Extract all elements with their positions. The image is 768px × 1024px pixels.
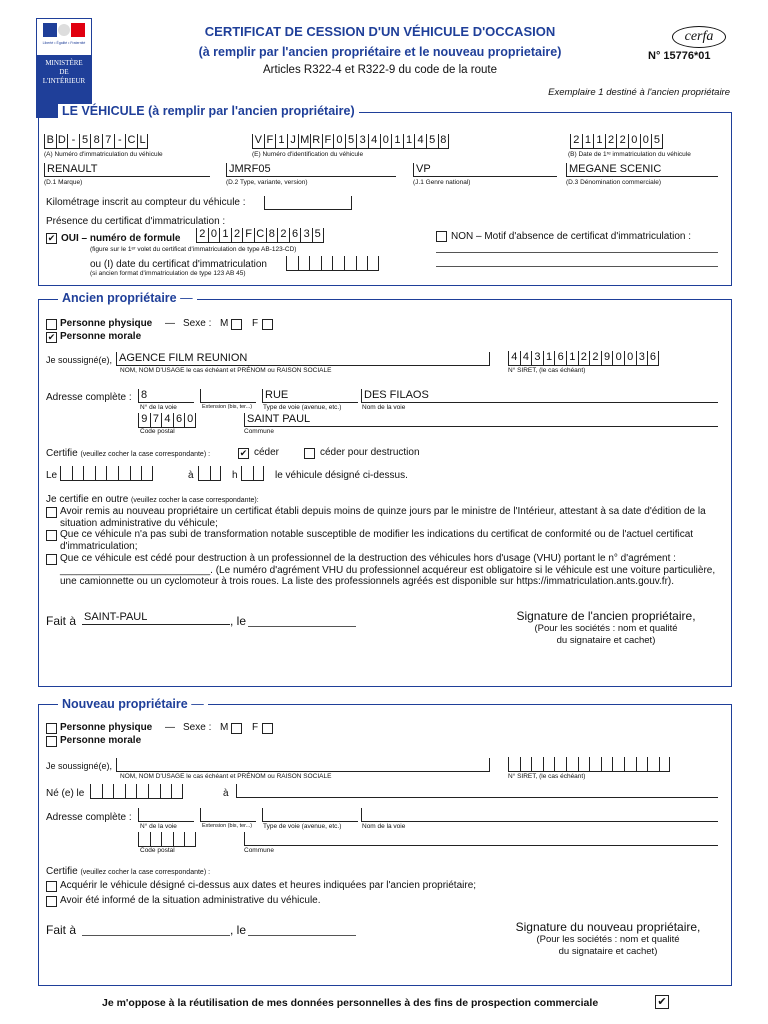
ancien-le: Le [46,470,58,481]
date-certif-note: (si ancien format d'immatriculation de type 123 AB 45) [90,270,246,277]
char-box[interactable]: 5 [345,134,357,148]
vehicle-title-text: LE VÉHICULE (à remplir par l'ancien propriétaire) [62,104,355,118]
nouveau-m-label: M [220,722,229,733]
nouveau-commune-field[interactable] [244,832,718,846]
ancien-item2-checkbox[interactable] [46,530,57,541]
char-box[interactable] [102,784,114,798]
char-box[interactable]: F [264,134,276,148]
char-box[interactable]: 3 [356,134,368,148]
ancien-sig-date-line[interactable] [248,626,356,627]
char-box[interactable]: 3 [300,228,312,242]
ancien-ext-label: Extension (bis, ter...) [202,404,253,410]
non-line-1[interactable] [436,252,718,253]
char-box[interactable]: 2 [578,351,590,365]
ancien-certifie [46,448,210,459]
char-box[interactable]: 5 [651,134,663,148]
marque-field[interactable]: RENAULT [44,163,210,177]
nouveau-cp-chars[interactable] [138,832,196,847]
nouveau-sig-title: Signature du nouveau propriétaire, [515,920,701,934]
nouveau-m-checkbox[interactable] [231,723,242,734]
char-box[interactable] [253,466,265,480]
char-box[interactable]: 2 [231,228,243,242]
ancien-morale-checkbox[interactable]: ✔ [47,332,56,342]
ancien-item1-checkbox[interactable] [46,507,57,518]
ancien-certifie-note: (veuillez cocher la case correspondante) : [80,451,211,458]
nouveau-item2-checkbox[interactable] [46,896,57,907]
nouveau-sexe-dash: — [165,722,175,733]
nouveau-commune-label: Commune [244,847,274,854]
char-box[interactable] [150,832,162,846]
char-box[interactable]: L [137,134,149,148]
nouveau-f-label: F [252,722,259,733]
ancien-title-text: Ancien propriétaire [62,291,177,305]
char-box[interactable]: 1 [582,134,594,148]
char-box[interactable]: 1 [275,134,287,148]
char-box[interactable] [601,757,613,771]
ancien-adresse-label: Adresse complète : [46,392,132,403]
type-label: (D.2 Type, variante, version) [226,179,308,186]
nouveau-nom-voie-field[interactable] [361,808,718,822]
nouveau-nom-voie-label: Nom de la voie [362,823,406,830]
ancien-physique-checkbox[interactable] [46,319,57,330]
first-registration-chars[interactable] [570,134,663,149]
char-box[interactable] [241,466,253,480]
char-box[interactable]: 0 [628,134,640,148]
nouveau-type-voie-label: Type de voie (avenue, etc.) [263,823,342,830]
ancien-le-sig: , le [230,614,247,628]
nouveau-num-voie-label: N° de la voie [140,823,177,830]
nouveau-certifie-note: (veuillez cocher la case correspondante) : [80,869,211,876]
republic-motto: Liberté • Égalité • Fraternité [42,41,86,45]
char-box[interactable] [90,784,102,798]
char-box[interactable] [125,784,137,798]
char-box[interactable] [171,784,183,798]
ceder-destruction-checkbox[interactable] [304,448,315,459]
ancien-sig-note-1: (Pour les sociétés : nom et qualité [534,623,678,634]
char-box[interactable] [160,784,172,798]
nouveau-morale-checkbox[interactable] [46,736,57,747]
ancien-fait-lieu-field[interactable]: SAINT-PAUL [82,611,230,625]
nouveau-f-checkbox[interactable] [262,723,273,734]
char-box[interactable] [612,757,624,771]
form-articles: Articles R322-4 et R322-9 du code de la route [263,64,497,76]
date-certif-chars[interactable] [286,256,379,271]
char-box[interactable]: 7 [150,413,162,427]
ancien-siret-chars[interactable] [508,351,659,366]
oppose-label: Je m'oppose à la réutilisation de mes données personnelles à des fins de prospection commerciale [102,997,599,1009]
char-box[interactable] [356,256,368,270]
oui-checkbox[interactable]: ✔ [47,233,56,243]
nouveau-title-text: Nouveau propriétaire [62,697,188,711]
char-box[interactable] [647,757,659,771]
denomination-label: (D.3 Dénomination commerciale) [566,179,662,186]
nouveau-certifie [46,866,210,877]
form-title: CERTIFICAT DE CESSION D'UN VÉHICULE D'OCCASION [204,24,556,39]
nouveau-ne-le: Né (e) le [46,788,85,799]
char-box[interactable] [578,757,590,771]
char-box[interactable] [72,466,84,480]
char-box[interactable]: 2 [196,228,208,242]
non-line-2[interactable] [436,266,718,267]
char-box[interactable] [184,832,196,846]
genre-field[interactable]: VP [413,163,557,177]
char-box[interactable]: 0 [612,351,624,365]
char-box[interactable]: 6 [554,351,566,365]
ancien-nom-voie-field[interactable]: DES FILAOS [361,389,718,403]
char-box[interactable]: 4 [520,351,532,365]
char-box[interactable] [636,757,648,771]
ancien-morale-label: Personne morale [60,331,142,342]
char-box[interactable]: 2 [616,134,628,148]
ministry-line-1: MINISTÈRE [45,59,83,67]
char-box[interactable] [198,466,210,480]
char-box[interactable]: F [242,228,254,242]
nouveau-physique-label: Personne physique [60,722,153,733]
vin-label: (E) Numéro d'identification du véhicule [252,151,364,158]
nouveau-soussigne: Je soussigné(e), [46,761,113,771]
ancien-num-voie-label: N° de la voie [140,404,177,411]
genre-label: (J.1 Genre national) [413,179,471,186]
cession-date-chars[interactable] [60,466,153,481]
nouveau-type-voie-field[interactable] [262,808,358,822]
nouveau-sig-note-1: (Pour les sociétés : nom et qualité [536,934,680,945]
ancien-vehicule-ci: le véhicule désigné ci-dessus. [275,470,408,481]
char-box[interactable]: 1 [543,351,555,365]
nouveau-fait-lieu-line[interactable] [82,935,230,936]
vin-chars[interactable] [252,134,449,149]
ancien-section-title: Ancien propriétaire — [58,291,197,305]
char-box[interactable]: 0 [208,228,220,242]
immat-chars[interactable] [44,134,148,149]
char-box[interactable] [624,757,636,771]
ancien-sexe-label: Sexe : [183,318,212,329]
char-box[interactable]: 8 [438,134,450,148]
ancien-cp-label: Code postal [140,428,175,435]
nouveau-le-sig: , le [230,923,247,937]
ancien-siret-label: N° SIRET, (le cas échéant) [508,367,586,374]
nouveau-siret-label: N° SIRET, (le cas échéant) [508,773,586,780]
ancien-f-label: F [252,318,259,329]
char-box[interactable] [554,757,566,771]
cession-hour-chars[interactable] [198,466,221,481]
ancien-certifie-text: Certifie [46,448,78,459]
ancien-name-label: NOM, NOM D'USAGE le cas échéant et PRÉNOM ou RAISON SOCIALE [120,367,332,374]
char-box[interactable]: 1 [403,134,415,148]
date-certif-label: ou (I) date du certificat d'immatriculation [90,259,267,270]
ancien-m-checkbox[interactable] [231,319,242,330]
char-box[interactable] [531,757,543,771]
ancien-item2: Que ce véhicule n'a pas subi de transformation notable susceptible de modifier les indications du certificat de conformité ou de l'actuel certificat d'immatriculation; [60,529,694,552]
char-box[interactable]: 5 [426,134,438,148]
char-box[interactable]: 2 [570,134,582,148]
char-box[interactable] [106,466,118,480]
nouveau-item1-checkbox[interactable] [46,881,57,892]
char-box[interactable] [141,466,153,480]
nouveau-sig-note-2: du signataire et cachet) [558,946,658,957]
char-box[interactable] [138,832,150,846]
char-box[interactable]: 0 [333,134,345,148]
ancien-type-voie-label: Type de voie (avenue, etc.) [263,404,342,411]
char-box[interactable] [332,256,344,270]
char-box[interactable] [286,256,298,270]
nouveau-cp-label: Code postal [140,847,175,854]
char-box[interactable]: 2 [605,134,617,148]
char-box[interactable]: 4 [414,134,426,148]
ministry-line-2: DE [59,68,69,76]
ceder-destruction-label: céder pour destruction [320,447,420,458]
char-box[interactable]: 6 [647,351,659,365]
ancien-en-outre [46,494,259,505]
char-box[interactable]: 4 [161,413,173,427]
ancien-type-voie-field[interactable]: RUE [262,389,358,403]
ancien-item3: Que ce véhicule est cédé pour destruction à un professionnel de la destruction des véhicules hors d'usage (VHU) portant le n° d'agrément : ___________________________. (Le numéro d'agrément VHU du professionnel acquéreur est obligatoire si le véhicule est une voiture particulière, une camionnette ou un cyclomoteur à trois roues. La liste des professionnels agréés est disponible sur https://immatriculation.ants.gouv.fr). [60,553,716,587]
ancien-name-field[interactable]: AGENCE FILM REUNION [116,352,490,366]
char-box[interactable]: D [56,134,68,148]
char-box[interactable] [210,466,222,480]
nouveau-section-title: Nouveau propriétaire — [58,697,208,711]
char-box[interactable]: 1 [219,228,231,242]
char-box[interactable] [367,256,379,270]
ministry-logo [36,18,92,118]
char-box[interactable]: 8 [90,134,102,148]
char-box[interactable] [148,784,160,798]
char-box[interactable]: 0 [184,413,196,427]
oui-label: OUI – numéro de formule [61,233,181,244]
ancien-ext-field[interactable] [200,389,256,403]
char-box[interactable]: 0 [624,351,636,365]
nouveau-name-field[interactable] [116,758,490,772]
char-box[interactable]: R [310,134,322,148]
ancien-sig-title: Signature de l'ancien propriétaire, [516,609,696,623]
nouveau-birthdate-chars[interactable] [90,784,183,799]
char-box[interactable] [95,466,107,480]
char-box[interactable]: 1 [566,351,578,365]
marianne-flag-icon [43,23,85,37]
nouveau-ext-label: Extension (bis, ter...) [202,823,253,829]
cerfa-logo: cerfa [672,26,726,48]
char-box[interactable] [543,757,555,771]
ancien-a: à [188,470,194,481]
char-box[interactable]: 1 [391,134,403,148]
ceder-checkbox[interactable]: ✔ [239,448,248,458]
ancien-m-label: M [220,318,229,329]
nouveau-physique-checkbox[interactable] [46,723,57,734]
nouveau-adresse-label: Adresse complète : [46,812,132,823]
marque-label: (D.1 Marque) [44,179,83,186]
char-box[interactable]: 9 [601,351,613,365]
char-box[interactable]: C [125,134,137,148]
char-box[interactable]: F [322,134,334,148]
ancien-h: h [232,470,238,481]
char-box[interactable]: 3 [636,351,648,365]
nouveau-item2: Avoir été informé de la situation administrative du véhicule. [60,895,321,906]
exemplaire-note: Exemplaire 1 destiné à l'ancien propriétaire [548,87,730,98]
nouveau-birthplace-field[interactable] [236,784,718,798]
nouveau-ext-field[interactable] [200,808,256,822]
char-box[interactable] [344,256,356,270]
ancien-en-outre-text: Je certifie en outre [46,494,129,505]
char-box[interactable] [298,256,310,270]
char-box[interactable]: 2 [589,351,601,365]
char-box[interactable] [659,757,671,771]
nouveau-item1: Acquérir le véhicule désigné ci-dessus aux dates et heures indiquées par l'ancien propriétaire; [60,880,477,891]
char-box[interactable]: 4 [508,351,520,365]
ceder-label: céder [254,447,280,458]
ancien-fait: Fait à [46,614,77,628]
char-box[interactable]: 2 [277,228,289,242]
ancien-item1: Avoir remis au nouveau propriétaire un certificat établi depuis moins de quinze jours par le ministre de l'Intérieur, attestant à sa date d'édition de la situation administrative du véhicule; [60,506,706,529]
ancien-soussigne: Je soussigné(e), [46,355,113,365]
char-box[interactable]: 8 [266,228,278,242]
nouveau-a: à [223,788,229,799]
char-box[interactable] [173,832,185,846]
nouveau-num-voie-field[interactable] [138,808,194,822]
ancien-commune-label: Commune [244,428,274,435]
nouveau-certifie-text: Certifie [46,866,78,877]
char-box[interactable]: 5 [79,134,91,148]
nouveau-name-label: NOM, NOM D'USAGE le cas échéant et PRÉNOM ou RAISON SOCIALE [120,773,332,780]
formule-note: (figure sur le 1ᵉʳ volet du certificat d'immatriculation de type AB-123-CD) [90,246,297,253]
ancien-num-voie-field[interactable]: 8 [138,389,194,403]
char-box[interactable]: 4 [368,134,380,148]
type-field[interactable]: JMRF05 [226,163,396,177]
char-box[interactable]: M [300,134,310,146]
char-box[interactable]: 3 [531,351,543,365]
char-box[interactable]: J [287,134,299,148]
denomination-field[interactable]: MEGANE SCENIC [566,163,718,177]
char-box[interactable] [83,466,95,480]
char-box[interactable]: 6 [173,413,185,427]
char-box[interactable]: C [254,228,266,242]
km-field[interactable] [264,196,352,210]
vehicle-section-title [58,104,359,118]
char-box[interactable]: 0 [380,134,392,148]
presence-label: Présence du certificat d'immatriculation : [46,216,226,227]
char-box[interactable]: - [67,134,79,148]
non-label: NON – Motif d'absence de certificat d'immatriculation : [451,231,692,242]
char-box[interactable] [113,784,125,798]
form-subtitle: (à remplir par l'ancien propriétaire et le nouveau proprietaire) [198,45,562,59]
char-box[interactable] [60,466,72,480]
nouveau-fait: Fait à [46,923,77,937]
char-box[interactable] [589,757,601,771]
non-checkbox[interactable] [436,231,447,242]
char-box[interactable] [118,466,130,480]
char-box[interactable]: - [114,134,126,148]
char-box[interactable] [309,256,321,270]
ministry-line-3: L'INTÉRIEUR [42,77,86,85]
cession-min-chars[interactable] [241,466,264,481]
first-registration-label: (B) Date de 1ʳᵉ immatriculation du véhicule [568,151,691,158]
ancien-sig-note-2: du signataire et cachet) [556,635,656,646]
oppose-checkbox[interactable]: ✔ [655,995,669,1009]
nouveau-sexe-label: Sexe : [183,722,212,733]
ancien-en-outre-note: (veuillez cocher la case correspondante): [131,497,259,504]
char-box[interactable] [161,832,173,846]
char-box[interactable]: 5 [312,228,324,242]
char-box[interactable] [130,466,142,480]
char-box[interactable] [136,784,148,798]
ancien-f-checkbox[interactable] [262,319,273,330]
cerfa-number: N° 15776*01 [648,50,711,62]
char-box[interactable]: 1 [593,134,605,148]
char-box[interactable] [321,256,333,270]
km-label: Kilométrage inscrit au compteur du véhicule : [46,197,246,208]
ancien-cp-chars[interactable] [138,413,196,428]
ancien-item3-checkbox[interactable] [46,554,57,565]
ancien-commune-field[interactable]: SAINT PAUL [244,413,718,427]
nouveau-siret-chars[interactable] [508,757,670,772]
char-box[interactable] [566,757,578,771]
char-box[interactable] [520,757,532,771]
char-box[interactable]: 9 [138,413,150,427]
ancien-physique-label: Personne physique [60,318,153,329]
immat-label: (A) Numéro d'immatriculation du véhicule [44,151,163,158]
ancien-sexe-dash: — [165,318,175,329]
nouveau-morale-label: Personne morale [60,735,142,746]
formule-chars[interactable] [196,228,324,243]
char-box[interactable]: 7 [102,134,114,148]
char-box[interactable]: 6 [289,228,301,242]
char-box[interactable] [508,757,520,771]
char-box[interactable]: B [44,134,56,148]
char-box[interactable]: V [252,134,264,148]
nouveau-sig-date-line[interactable] [248,935,356,936]
char-box[interactable]: 0 [640,134,652,148]
ancien-nom-voie-label: Nom de la voie [362,404,406,411]
